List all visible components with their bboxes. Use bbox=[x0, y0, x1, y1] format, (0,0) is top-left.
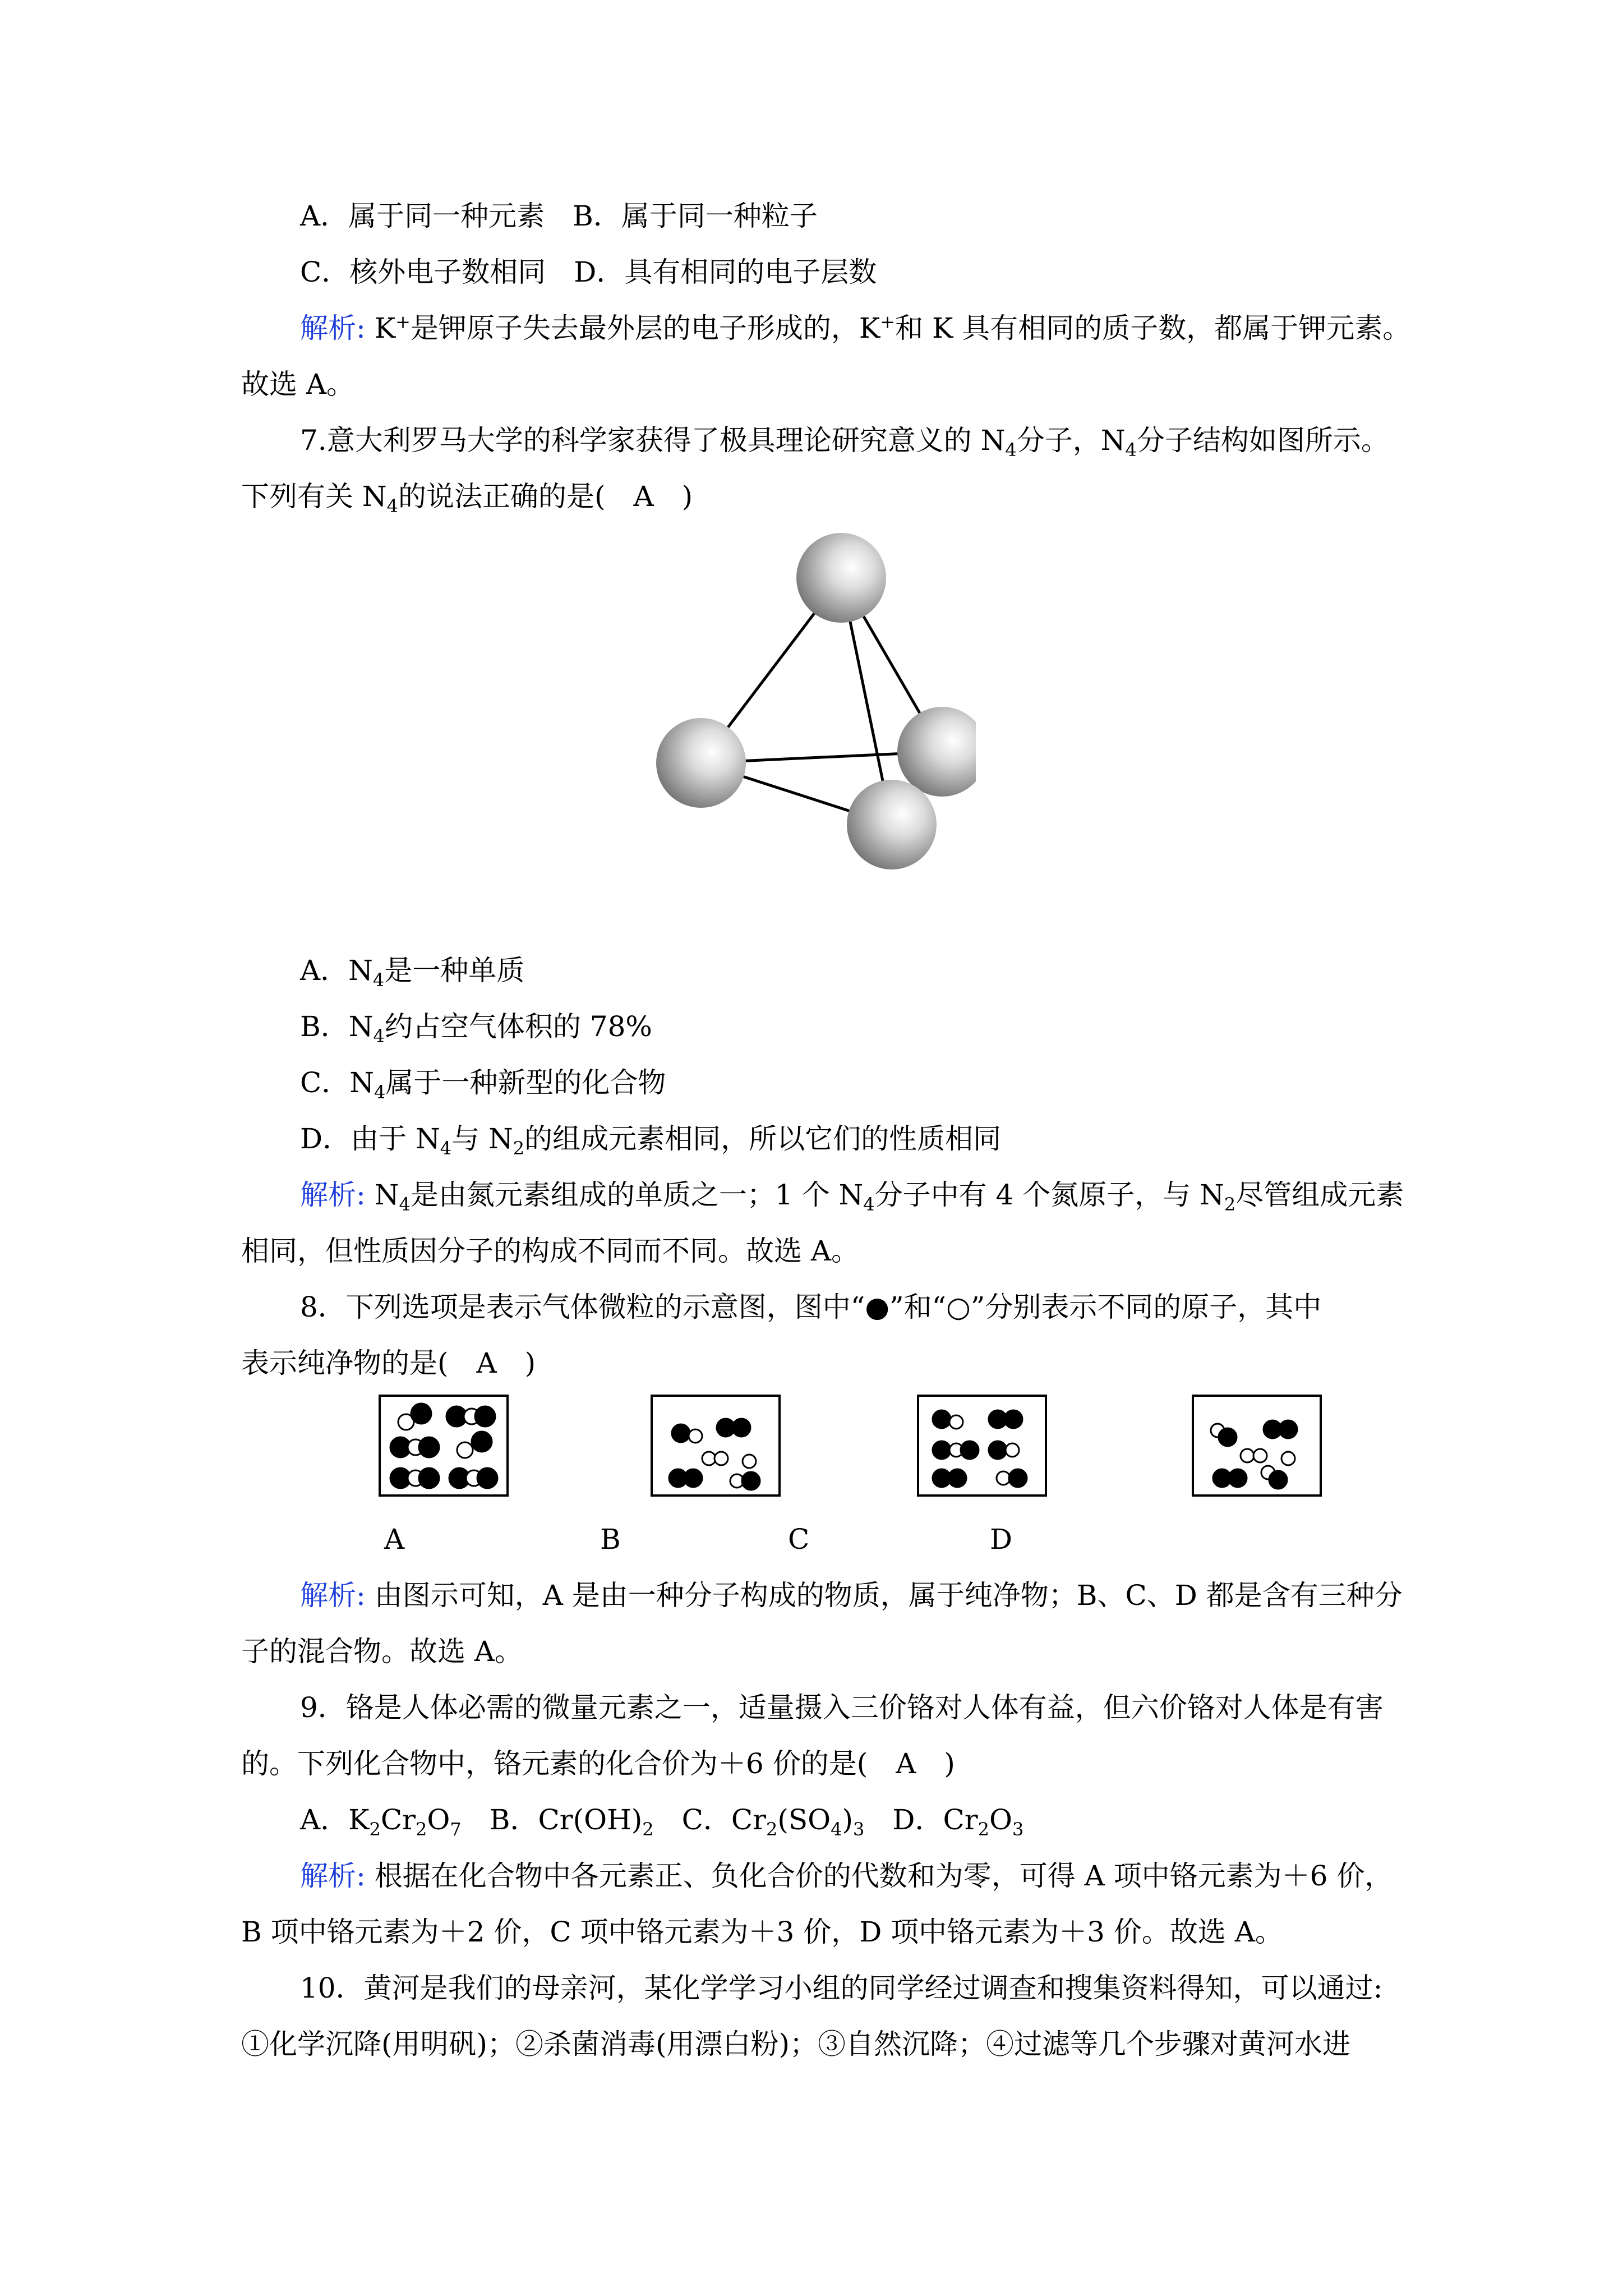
q7-option-d: D．由于 $N_4$与 $N_2$的组成元素相同，所以它们的性质相同 bbox=[300, 1122, 1002, 1159]
q10-stem-cont: ①化学沉降(用明矾)；②杀菌消毒(用漂白粉)；③自然沉降；④过滤等几个步骤对黄河水进 bbox=[241, 2028, 1351, 2060]
box-b-particles bbox=[653, 1397, 783, 1499]
explanation-label: 解析: bbox=[300, 1579, 366, 1612]
q7-explanation-cont: 相同，但性质因分子的构成不同而不同。故选 A。 bbox=[241, 1235, 860, 1267]
label-a: A bbox=[384, 1523, 405, 1556]
q6-options-line1: A．属于同一种元素 B．属于同一种粒子 bbox=[300, 200, 818, 232]
q7-stem: 7.意大利罗马大学的科学家获得了极具理论研究意义的 $N_4$分子，$N_4$分子结构如图所示。 bbox=[300, 424, 1389, 461]
q9-stem: 9．铬是人体必需的微量元素之一，适量摄入三价铬对人体有益，但六价铬对人体是有害 bbox=[300, 1691, 1384, 1724]
q6-explanation: 解析: K+是钾原子失去最外层的电子形成的，K+和 K 具有相同的质子数，都属于钾元素。 bbox=[300, 311, 1411, 344]
q10-stem: 10．黄河是我们的母亲河，某化学学习小组的同学经过调查和搜集资料得知，可以通过: bbox=[300, 1972, 1383, 2004]
q7-option-a: A．$N_4$是一种单质 bbox=[300, 954, 525, 991]
nitrogen-atom-bottom bbox=[847, 780, 937, 869]
particle-box-labels bbox=[241, 1511, 1396, 1567]
q7-stem-cont: 下列有关 $N_4$的说法正确的是( A ) bbox=[241, 480, 693, 517]
particle-box-c bbox=[917, 1395, 1047, 1497]
q8-explanation: 解析: 由图示可知，A 是由一种分子构成的物质，属于纯净物；B、C、D 都是含有三种分 bbox=[300, 1579, 1403, 1612]
explanation-label: 解析: bbox=[300, 1179, 366, 1211]
q9-explanation: 解析: 根据在化合物中各元素正、负化合价的代数和为零，可得 A 项中铬元素为＋6 价， bbox=[300, 1860, 1393, 1892]
explanation-label: 解析: bbox=[300, 312, 366, 344]
document-page bbox=[241, 188, 1411, 2072]
n4-tetrahedron-diagram bbox=[628, 524, 976, 928]
q8-stem-cont: 表示纯净物的是( A ) bbox=[241, 1347, 536, 1379]
n4-molecule-figure bbox=[241, 524, 1396, 942]
explanation-label: 解析: bbox=[300, 1860, 366, 1892]
nitrogen-atom-top bbox=[796, 533, 886, 623]
q6-explanation-cont: 故选 A。 bbox=[241, 368, 355, 401]
particle-diagrams bbox=[241, 1395, 1396, 1507]
q6-options-line2: C．核外电子数相同 D．具有相同的电子层数 bbox=[300, 256, 877, 288]
q9-options: A．$K_2Cr_2O_7$ B．$Cr(OH)_2$ C．$Cr_2(SO_4)_3$ D．$Cr_2O_3$ bbox=[300, 1803, 1024, 1840]
q7-explanation: 解析: $N_4$是由氮元素组成的单质之一；1 个 $N_4$分子中有 4 个氮原子，与 $N_2$尽管组成元素 bbox=[300, 1179, 1404, 1215]
q8-explanation-cont: 子的混合物。故选 A。 bbox=[241, 1635, 523, 1668]
q9-stem-cont: 的。下列化合物中，铬元素的化合价为＋6 价的是( A ) bbox=[241, 1747, 955, 1780]
q7-option-b: B．$N_4$约占空气体积的 78% bbox=[300, 1010, 652, 1047]
q9-explanation-cont: B 项中铬元素为＋2 价，C 项中铬元素为＋3 价，D 项中铬元素为＋3 价。故选 A。 bbox=[241, 1916, 1283, 1948]
q8-stem: 8．下列选项是表示气体微粒的示意图，图中“●”和“○”分别表示不同的原子，其中 bbox=[300, 1291, 1322, 1323]
label-c: C bbox=[788, 1523, 810, 1556]
label-d: D bbox=[990, 1523, 1013, 1556]
box-c-particles bbox=[919, 1397, 1049, 1499]
particle-box-a bbox=[379, 1395, 509, 1497]
particle-box-d bbox=[1192, 1395, 1322, 1497]
nitrogen-atom-left bbox=[656, 718, 746, 808]
particle-box-b bbox=[651, 1395, 781, 1497]
nitrogen-atom-right bbox=[897, 707, 976, 797]
box-a-particles bbox=[381, 1397, 511, 1499]
label-b: B bbox=[600, 1523, 621, 1556]
q7-option-c: C．$N_4$属于一种新型的化合物 bbox=[300, 1066, 666, 1103]
box-d-particles bbox=[1194, 1397, 1324, 1499]
